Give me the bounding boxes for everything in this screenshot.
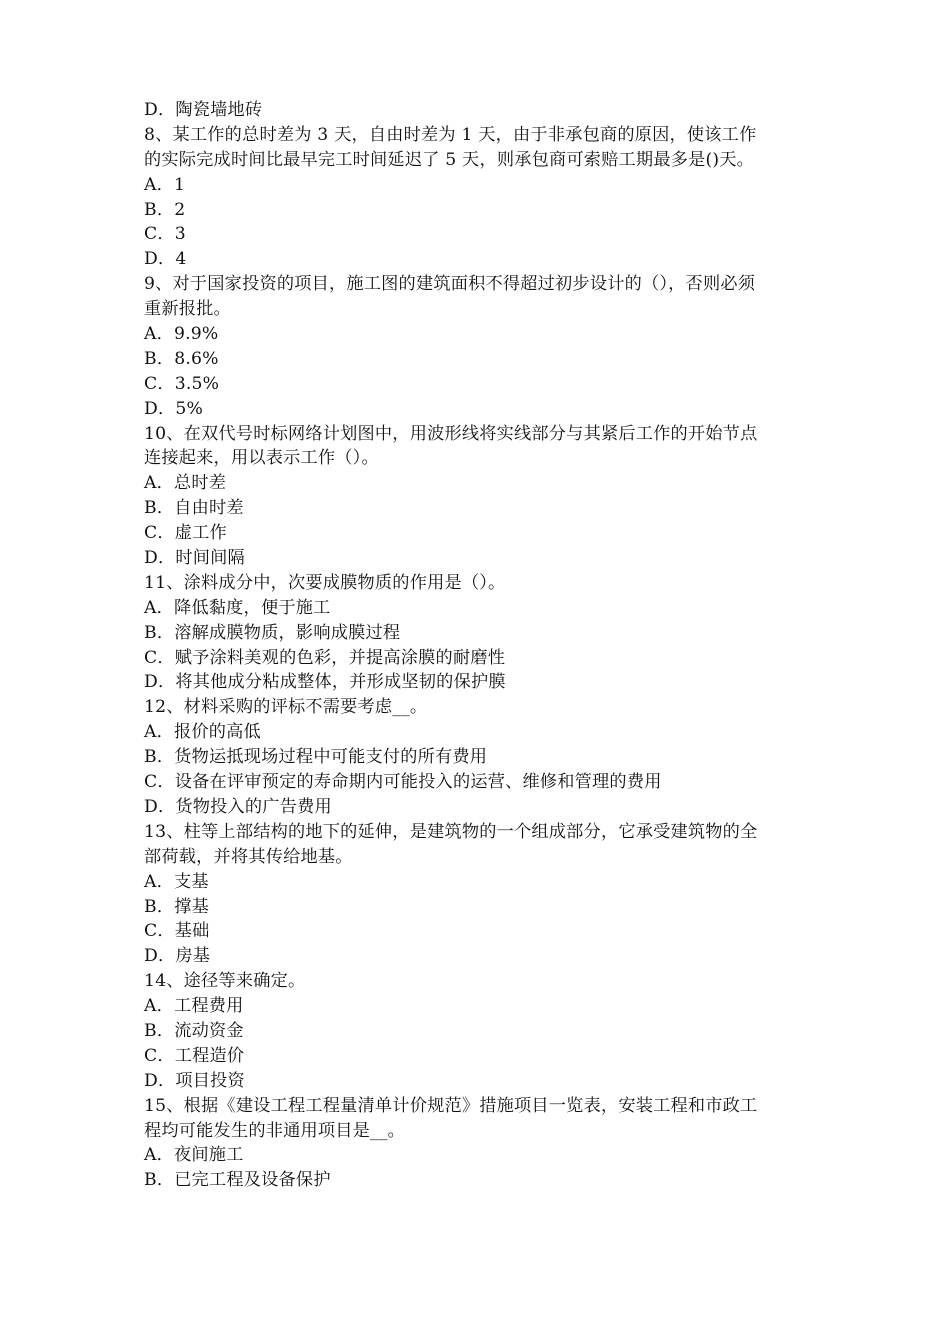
option-line: A．支基 bbox=[144, 871, 209, 892]
document-page bbox=[144, 98, 820, 1193]
option-line: A．报价的高低 bbox=[144, 722, 261, 743]
option-line: C．工程造价 bbox=[144, 1045, 245, 1066]
question-line: 10、在双代号时标网络计划图中，用波形线将实线部分与其紧后工作的开始节点 bbox=[144, 423, 758, 444]
option-line: B．已完工程及设备保护 bbox=[144, 1170, 331, 1191]
question-line: 11、涂料成分中，次要成膜物质的作用是（）。 bbox=[144, 572, 506, 593]
question-line: 程均可能发生的非通用项目是__。 bbox=[144, 1120, 406, 1141]
option-line: A．降低黏度，便于施工 bbox=[144, 597, 331, 618]
option-line: A．工程费用 bbox=[144, 996, 244, 1017]
option-line: B．8.6% bbox=[144, 348, 219, 369]
option-line: B．流动资金 bbox=[144, 1020, 244, 1041]
option-line: D．5% bbox=[144, 398, 204, 419]
option-line: D．时间间隔 bbox=[144, 548, 245, 569]
question-line: 连接起来，用以表示工作（）。 bbox=[144, 448, 379, 469]
question-line: 15、根据《建设工程工程量清单计价规范》措施项目一览表，安装工程和市政工 bbox=[144, 1095, 758, 1116]
question-line: 8、某工作的总时差为 3 天，自由时差为 1 天，由于非承包商的原因，使该工作 bbox=[144, 124, 757, 145]
option-line: D．货物投入的广告费用 bbox=[144, 796, 332, 817]
option-line: C．基础 bbox=[144, 921, 210, 942]
option-line: C．3 bbox=[144, 224, 186, 245]
option-line: D．4 bbox=[144, 249, 187, 270]
option-line: D．房基 bbox=[144, 946, 211, 967]
question-line: 部荷载，并将其传给地基。 bbox=[144, 846, 353, 867]
question-line: 9、对于国家投资的项目，施工图的建筑面积不得超过初步设计的（），否则必须 bbox=[144, 274, 756, 295]
question-line: 12、材料采购的评标不需要考虑__。 bbox=[144, 697, 428, 718]
question-line: 的实际完成时间比最早完工时间延迟了 5 天，则承包商可索赔工期最多是()天。 bbox=[144, 149, 755, 170]
option-line: A．总时差 bbox=[144, 473, 227, 494]
question-line: 14、途径等来确定。 bbox=[144, 971, 306, 992]
option-line: B．溶解成膜物质，影响成膜过程 bbox=[144, 622, 401, 643]
question-line: 13、柱等上部结构的地下的延伸，是建筑物的一个组成部分，它承受建筑物的全 bbox=[144, 821, 758, 842]
option-line: D．项目投资 bbox=[144, 1070, 245, 1091]
question-line: 重新报批。 bbox=[144, 299, 231, 320]
option-line: C．虚工作 bbox=[144, 523, 227, 544]
option-line: C．3.5% bbox=[144, 373, 220, 394]
option-line: A．夜间施工 bbox=[144, 1145, 244, 1166]
option-line: D．陶瓷墙地砖 bbox=[144, 100, 263, 120]
option-line: D．将其他成分粘成整体，并形成坚韧的保护膜 bbox=[144, 672, 506, 693]
option-line: B．2 bbox=[144, 199, 186, 220]
option-line: B．撑基 bbox=[144, 896, 209, 917]
option-line: C．设备在评审预定的寿命期内可能投入的运营、维修和管理的费用 bbox=[144, 772, 662, 793]
option-line: C．赋予涂料美观的色彩，并提高涂膜的耐磨性 bbox=[144, 647, 506, 668]
option-line: A．9.9% bbox=[144, 324, 219, 345]
option-line: A．1 bbox=[144, 174, 186, 195]
option-line: B．货物运抵现场过程中可能支付的所有费用 bbox=[144, 747, 488, 768]
option-line: B．自由时差 bbox=[144, 498, 244, 519]
